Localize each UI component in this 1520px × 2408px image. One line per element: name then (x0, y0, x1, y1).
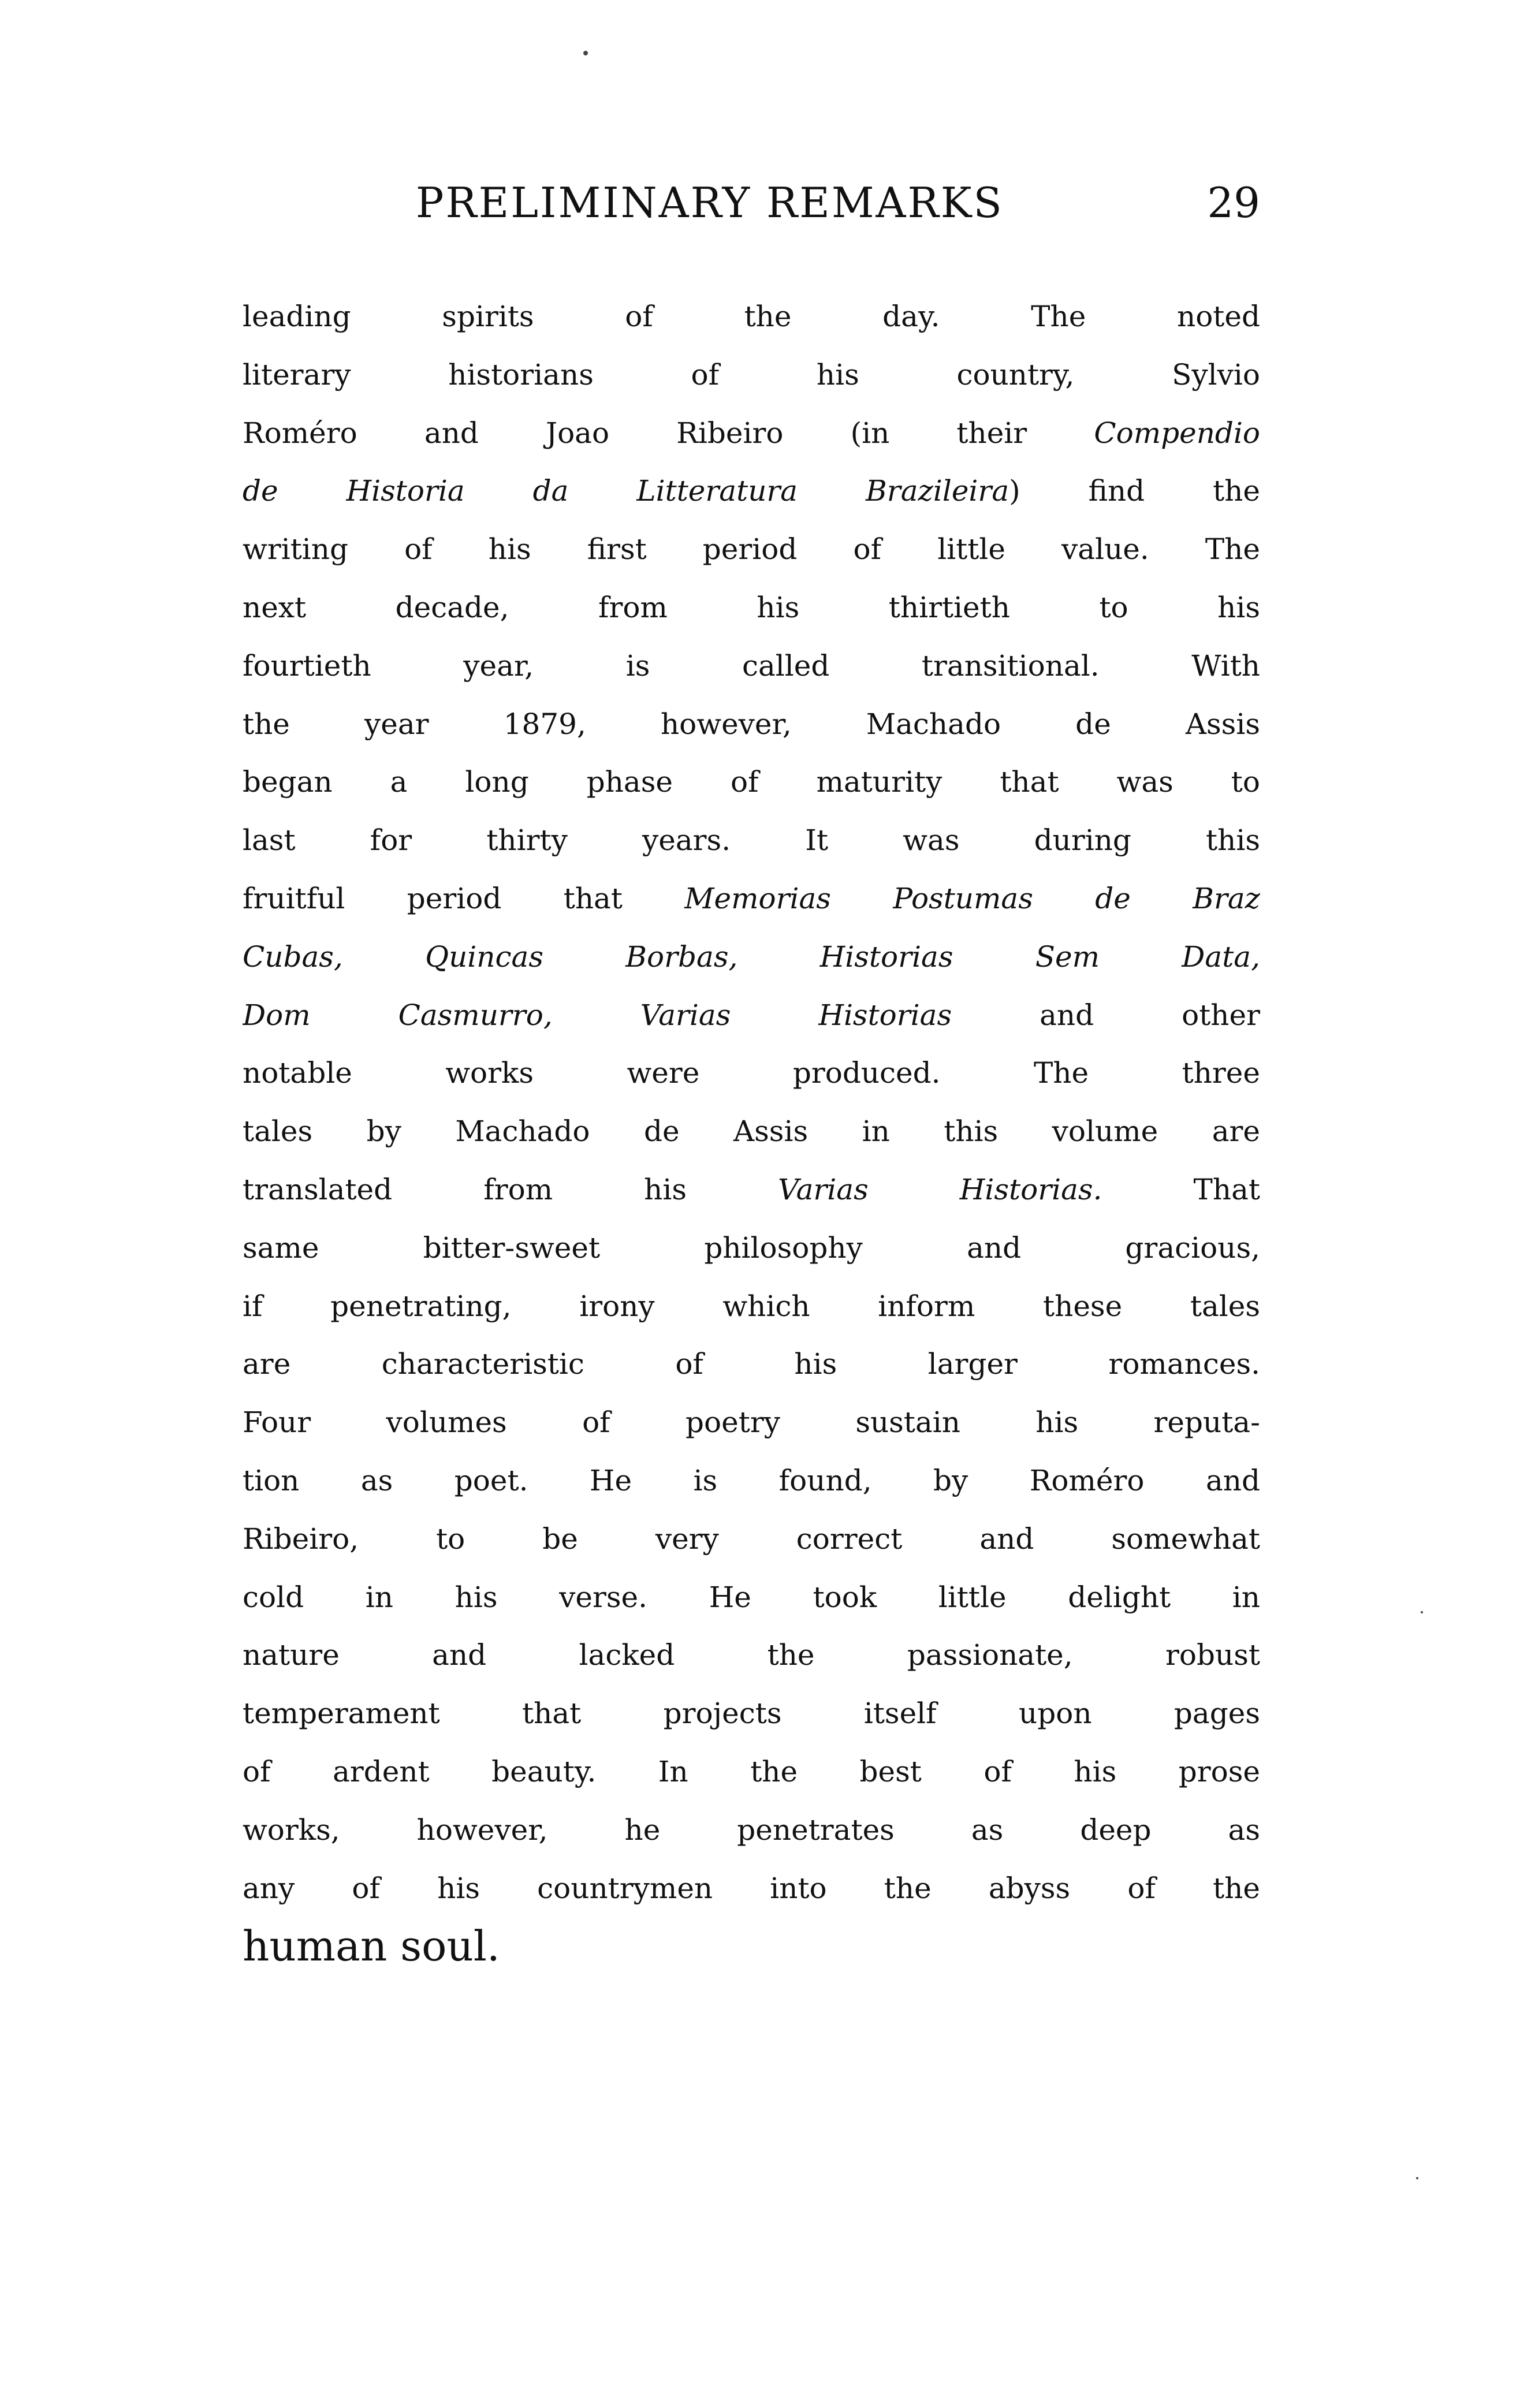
text-line (243, 1102, 1260, 1161)
line-text: began a long phase of maturity that was to (243, 765, 1260, 799)
italic-title-text: Memorias Postumas de Braz (684, 881, 1260, 915)
text-line (243, 1452, 1260, 1510)
text-line (243, 1626, 1260, 1684)
line-text: fruitful period that (243, 881, 685, 915)
text-line (243, 462, 1260, 520)
italic-title-text: Dom Casmurro, Varias Historias (243, 998, 952, 1032)
text-line (243, 579, 1260, 637)
line-text: if penetrating, irony which inform these tales (243, 1289, 1260, 1323)
italic-title-text: de Historia da Litteratura Brazileira (243, 474, 1009, 508)
text-line (243, 520, 1260, 579)
line-text: temperament that projects itself upon pages (243, 1697, 1260, 1731)
line-text: That (1102, 1172, 1260, 1206)
print-speck (583, 51, 588, 55)
text-line (243, 1277, 1260, 1336)
print-speck (1416, 2177, 1418, 2179)
italic-title-text: Varias Historias. (778, 1172, 1102, 1206)
line-text: Roméro and Joao Ribeiro (in their (243, 416, 1094, 450)
line-text: are characteristic of his larger romances. (243, 1347, 1260, 1381)
body-text (243, 288, 1260, 1975)
line-text: ) find the (1009, 474, 1260, 508)
text-line (243, 1859, 1260, 1918)
line-text: any of his countrymen into the abyss of the (243, 1871, 1260, 1905)
page-number: 29 (1207, 178, 1260, 227)
line-text: fourtieth year, is called transitional. With (243, 648, 1260, 683)
line-text: Ribeiro, to be very correct and somewhat (243, 1522, 1260, 1556)
line-text: next decade, from his thirtieth to his (243, 590, 1260, 624)
italic-title-text: Cubas, Quincas Borbas, Historias Sem Data, (243, 940, 1260, 974)
text-line (243, 1044, 1260, 1102)
text-line (243, 288, 1260, 346)
text-line (243, 1684, 1260, 1743)
text-line (243, 1568, 1260, 1627)
running-head-title: PRELIMINARY REMARKS (416, 178, 1004, 227)
line-text: leading spirits of the day. The noted (243, 300, 1260, 333)
text-line (243, 1801, 1260, 1859)
text-line (243, 811, 1260, 870)
text-line (243, 753, 1260, 811)
line-text: notable works were produced. The three (243, 1056, 1260, 1090)
text-line (243, 1917, 1260, 1975)
text-line (243, 346, 1260, 404)
line-text: works, however, he penetrates as deep as (243, 1813, 1260, 1847)
text-line (243, 986, 1260, 1045)
text-line (243, 1510, 1260, 1568)
line-text: writing of his first period of little value. The (243, 532, 1260, 566)
line-text: the year 1879, however, Machado de Assis (243, 707, 1260, 741)
line-text: of ardent beauty. In the best of his prose (243, 1754, 1260, 1788)
line-text: tion as poet. He is found, by Roméro and (243, 1463, 1260, 1497)
text-line (243, 695, 1260, 754)
line-text: and other (952, 998, 1260, 1032)
print-speck (1421, 1611, 1423, 1613)
italic-title-text: Compendio (1094, 416, 1260, 450)
line-text: human soul. (243, 1922, 500, 1971)
text-line (243, 1393, 1260, 1452)
line-text: tales by Machado de Assis in this volume are (243, 1114, 1260, 1149)
line-text: same bitter-sweet philosophy and gracious, (243, 1231, 1260, 1265)
running-head (243, 171, 1260, 234)
text-line (243, 1743, 1260, 1801)
text-line (243, 1335, 1260, 1393)
text-line (243, 928, 1260, 986)
line-text: last for thirty years. It was during this (243, 823, 1260, 858)
text-line (243, 870, 1260, 928)
text-line (243, 637, 1260, 695)
line-text: nature and lacked the passionate, robust (243, 1638, 1260, 1672)
text-line (243, 1161, 1260, 1219)
line-text: Four volumes of poetry sustain his reputa- (243, 1406, 1260, 1440)
line-text: cold in his verse. He took little delight in (243, 1580, 1260, 1614)
text-line (243, 1219, 1260, 1277)
text-line (243, 404, 1260, 463)
line-text: translated from his (243, 1172, 778, 1206)
line-text: literary historians of his country, Sylvio (243, 357, 1260, 392)
